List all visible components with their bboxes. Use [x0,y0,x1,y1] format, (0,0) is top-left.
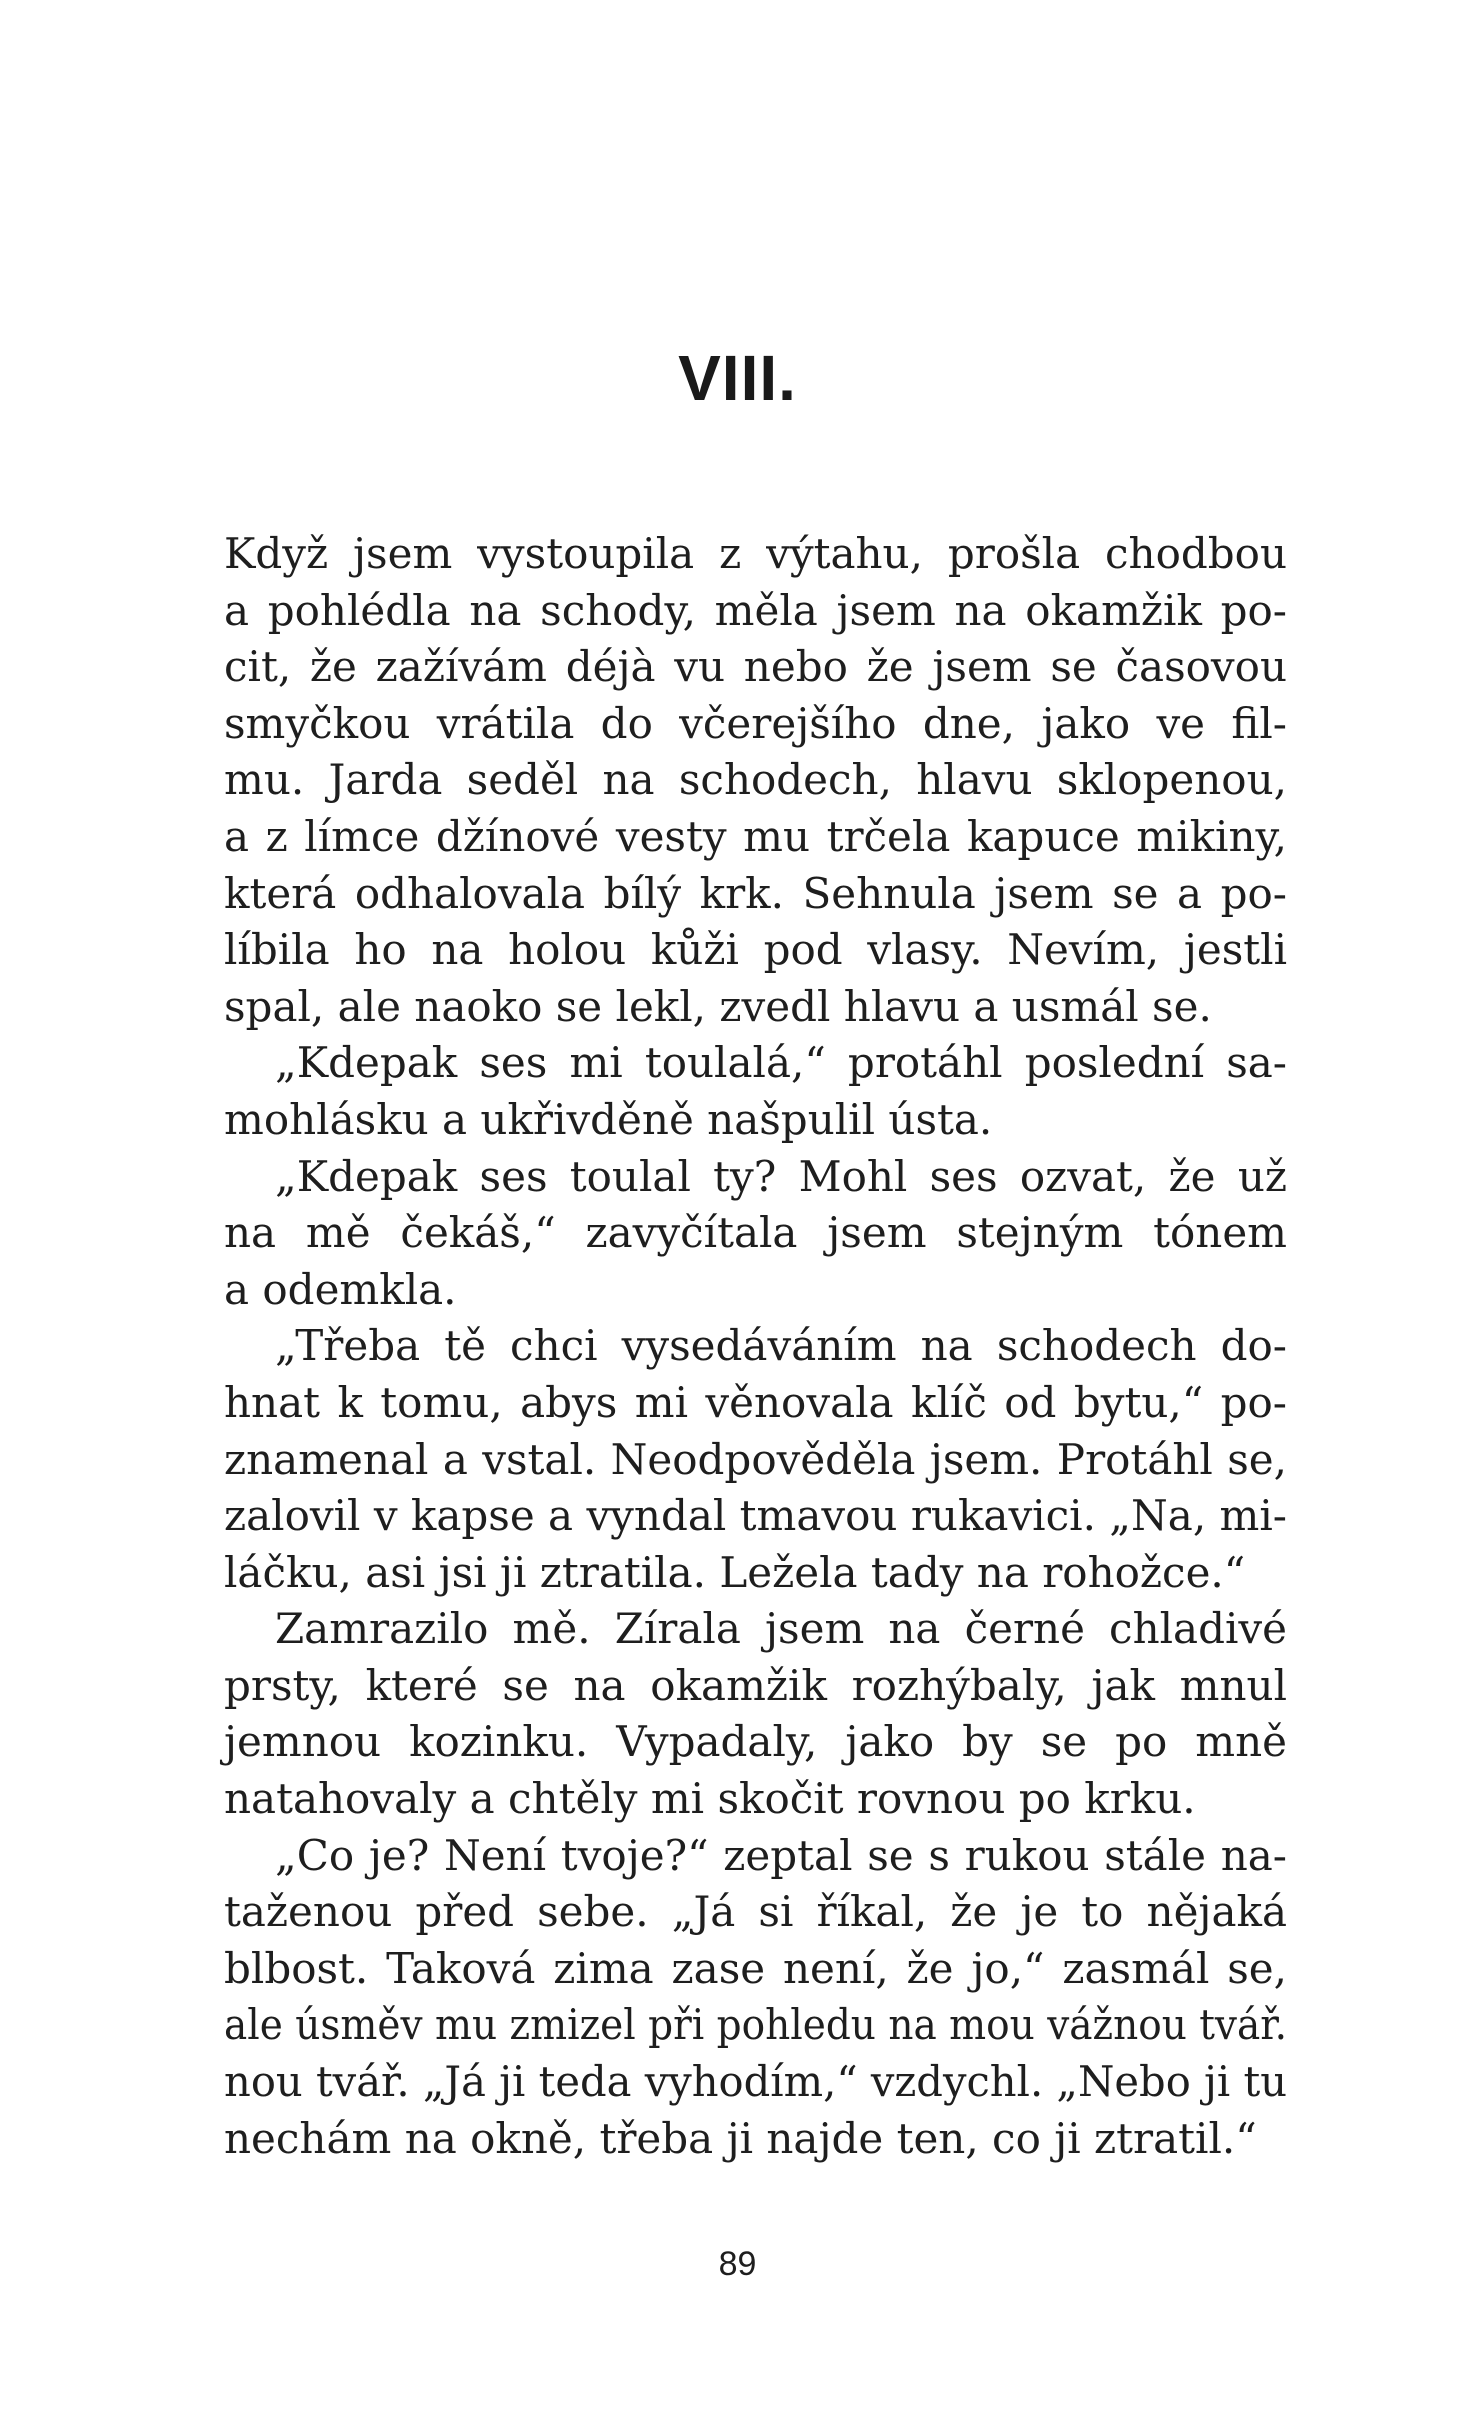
text-line: cit, že zažívám déjà vu nebo že jsem se časovou [224,642,1287,692]
text-line: Zamrazilo mě. Zírala jsem na černé chladivé [275,1604,1287,1654]
text-line: hnat k tomu, abys mi věnovala klíč od bytu,“ po- [224,1377,1287,1427]
text-line: spal, ale naoko se lekl, zvedl hlavu a usmál se. [224,981,1212,1031]
text-line: láčku, asi jsi ji ztratila. Ležela tady na rohožce.“ [224,1547,1246,1597]
text-line: „Třeba tě chci vysedáváním na schodech do- [275,1321,1287,1371]
text-line: ale úsměv mu zmizel při pohledu na mou vážnou tvář. [224,2000,1288,2050]
text-line: a pohlédla na schody, měla jsem na okamžik po- [224,585,1287,635]
text-line: mu. Jarda seděl na schodech, hlavu sklopenou, [224,755,1287,805]
text-line: znamenal a vstal. Neodpověděla jsem. Protáhl se, [224,1434,1287,1484]
text-line: prsty, které se na okamžik rozhýbaly, jak mnul [224,1660,1287,1710]
text-line: zalovil v kapse a vyndal tmavou rukavici. „Na, mi- [224,1491,1287,1541]
text-line: blbost. Taková zima zase není, že jo,“ zasmál se, [224,1943,1287,1993]
text-line: a z límce džínové vesty mu trčela kapuce mikiny, [224,811,1287,861]
text-line: a odemkla. [224,1264,457,1314]
text-line: „Kdepak ses mi toulalá,“ protáhl poslední sa- [275,1038,1287,1088]
text-line: „Kdepak ses toulal ty? Mohl ses ozvat, že už [275,1151,1287,1201]
text-line: líbila ho na holou kůži pod vlasy. Nevím, jestli [224,925,1287,975]
page-number: 89 [718,2245,757,2283]
text-line: mohlásku a ukřivděně našpulil ústa. [224,1094,993,1144]
text-line: jemnou kozinku. Vypadaly, jako by se po mně [224,1717,1287,1767]
text-line: nechám na okně, třeba ji najde ten, co ji ztratil.“ [224,2113,1257,2163]
text-line: Když jsem vystoupila z výtahu, prošla chodbou [224,529,1287,578]
text-line: „Co je? Není tvoje?“ zeptal se s rukou stále na- [275,1830,1287,1880]
text-line: natahovaly a chtěly mi skočit rovnou po krku. [224,1774,1196,1824]
chapter-body [224,526,1287,2167]
text-line: nou tvář. „Já ji teda vyhodím,“ vzdychl. „Nebo ji tu [224,2057,1288,2107]
text-line: smyčkou vrátila do včerejšího dne, jako ve fil- [224,698,1287,748]
text-line: na mě čekáš,“ zavyčítala jsem stejným tónem [224,1208,1287,1258]
chapter-title: VIII. [678,342,797,414]
text-line: taženou před sebe. „Já si říkal, že je to nějaká [224,1887,1287,1937]
text-line: která odhalovala bílý krk. Sehnula jsem se a po- [224,868,1287,918]
